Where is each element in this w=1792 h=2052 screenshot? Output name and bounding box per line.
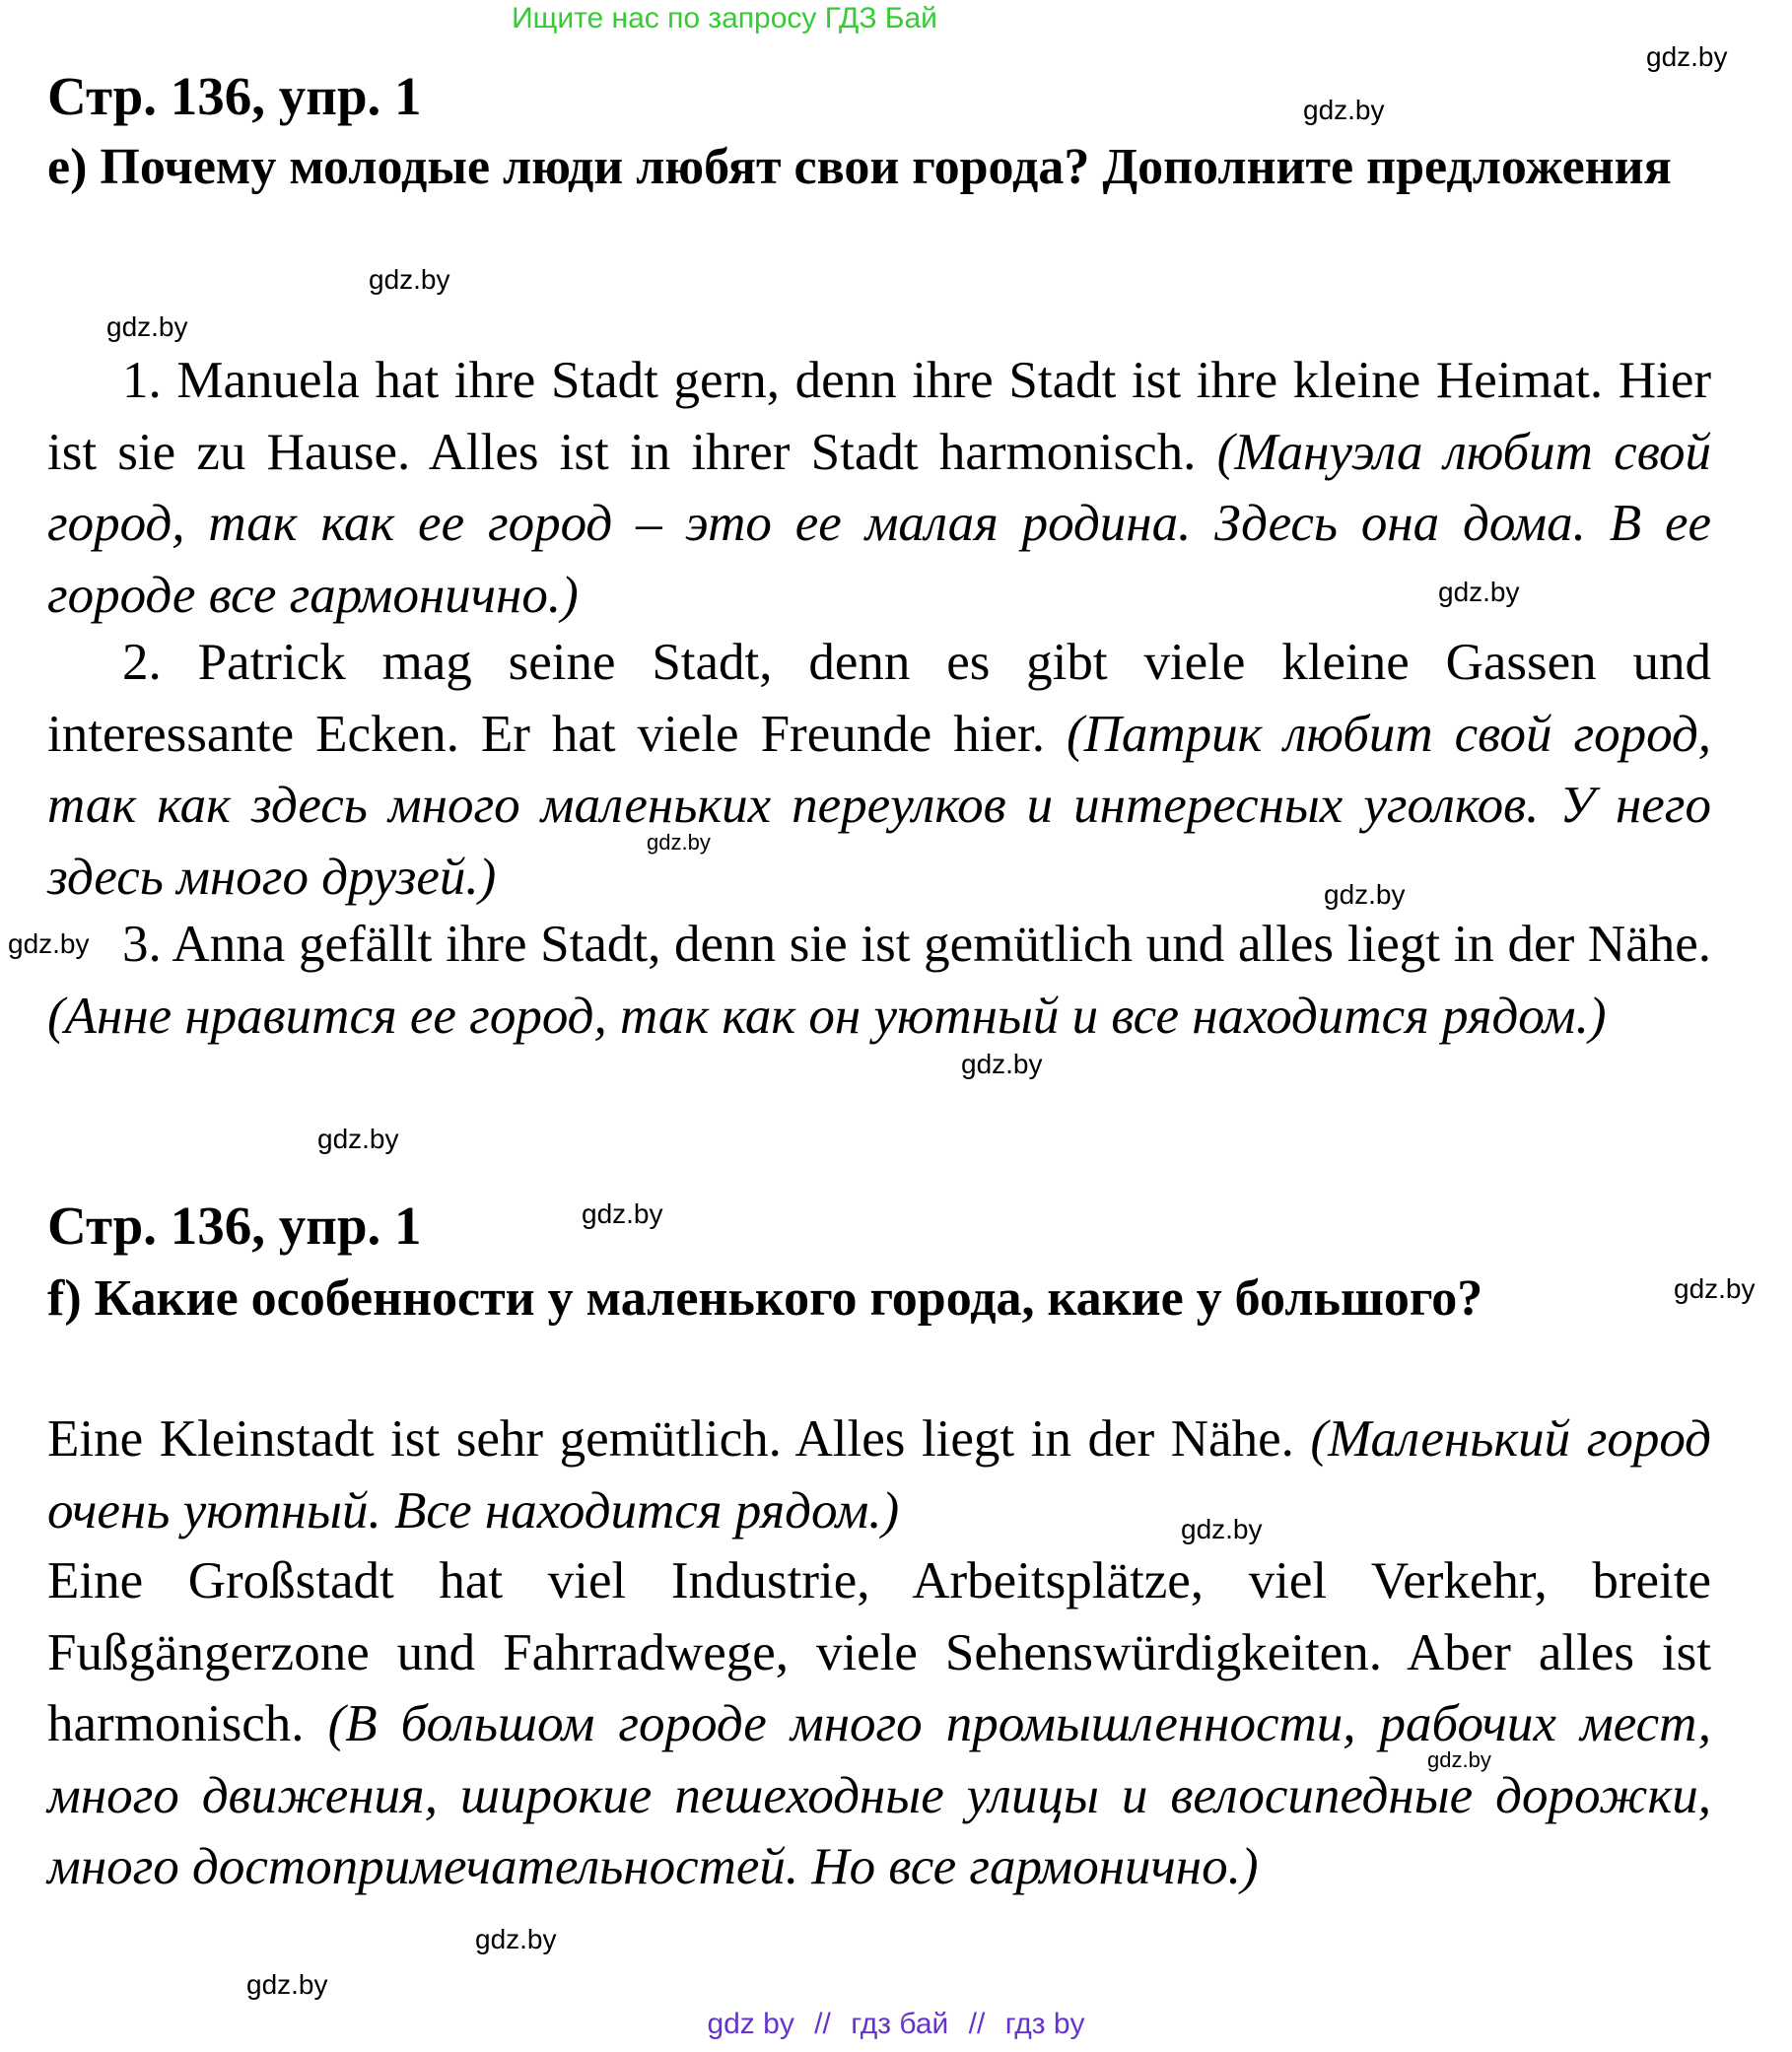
paragraph-german-text: Eine Großstadt hat viel Industrie, Arbeitsplätze, viel Verkehr, breite Fußgängerzone und Fahrradwege, viele Sehenswürdigkeiten. Aber alles ist harmonisch. <box>47 1552 1711 1752</box>
item-translation: (Патрик любит свой город, так как здесь много маленьких переулков и интересных уголков. У него здесь много друзей.) <box>47 705 1712 906</box>
footer-links <box>0 2007 1792 2042</box>
watermark: gdz.by <box>369 264 450 295</box>
watermark: gdz.by <box>1646 41 1728 72</box>
section-f-task: f) Какие особенности у маленького города, какие у большого? <box>47 1270 1483 1327</box>
footer-link-gdz-by[interactable]: gdz by <box>707 2008 794 2040</box>
footer-link-gdz-bai[interactable]: гдз бай <box>851 2008 949 2040</box>
section-e-item-3 <box>47 909 1711 1052</box>
watermark: gdz.by <box>1324 879 1406 910</box>
paragraph-translation: (В большом городе много промышленности, рабочих мест, много движения, широкие пешеходные улицы и велосипедные дорожки, много достопримечательностей. Но все гармонично.) <box>47 1695 1711 1895</box>
section-f-heading: Стр. 136, упр. 1 <box>47 1196 422 1256</box>
footer-separator: // <box>968 2008 986 2040</box>
item-german-text: 2. Patrick mag seine Stadt, denn es gibt viele kleine Gassen und interessante Ecken. Er hat viele Freunde hier. <box>47 634 1711 763</box>
watermark: gdz.by <box>106 311 188 342</box>
top-banner[interactable]: Ищите нас по запросу ГДЗ Бай <box>512 2 937 34</box>
paragraph-german-text: Eine Kleinstadt ist sehr gemütlich. Alles liegt in der Nähe. <box>47 1410 1294 1468</box>
section-f-paragraph-2 <box>47 1545 1711 1903</box>
watermark: gdz.by <box>1438 577 1520 607</box>
item-german-text: 1. Manuela hat ihre Stadt gern, denn ihre Stadt ist ihre kleine Heimat. Hier ist sie zu Hause. Alles ist in ihrer Stadt harmonisch. <box>47 352 1711 481</box>
section-e-task: e) Почему молодые люди любят свои города? Дополните предложения <box>47 139 1672 195</box>
item-translation: (Мануэла любит свой город, так как ее город – это ее малая родина. Здесь она дома. В ее городе все гармонично.) <box>47 423 1711 624</box>
watermark: gdz.by <box>317 1124 399 1154</box>
watermark: gdz.by <box>1674 1273 1756 1304</box>
footer-link-gdz-by-ru[interactable]: гдз by <box>1004 2008 1085 2040</box>
watermark: gdz.by <box>1303 95 1385 125</box>
item-translation: (Анне нравится ее город, так как он уютный и все находится рядом.) <box>47 987 1607 1045</box>
watermark: gdz.by <box>1427 1747 1491 1772</box>
watermark: gdz.by <box>1181 1514 1263 1544</box>
section-f-paragraph-1 <box>47 1403 1711 1546</box>
footer-separator: // <box>814 2008 831 2040</box>
section-e-item-1 <box>47 345 1711 631</box>
section-e-heading: Стр. 136, упр. 1 <box>47 66 422 126</box>
watermark: gdz.by <box>961 1049 1043 1079</box>
item-german-text: 3. Anna gefällt ihre Stadt, denn sie ist gemütlich und alles liegt in der Nähe. <box>122 916 1711 973</box>
paragraph-translation: (Маленький город очень уютный. Все находится рядом.) <box>47 1410 1711 1539</box>
watermark: gdz.by <box>582 1198 663 1229</box>
watermark: gdz.by <box>647 830 711 855</box>
watermark: gdz.by <box>475 1924 557 1954</box>
watermark: gdz.by <box>246 1969 328 2000</box>
watermark: gdz.by <box>8 928 90 959</box>
section-e-item-2 <box>47 627 1711 913</box>
